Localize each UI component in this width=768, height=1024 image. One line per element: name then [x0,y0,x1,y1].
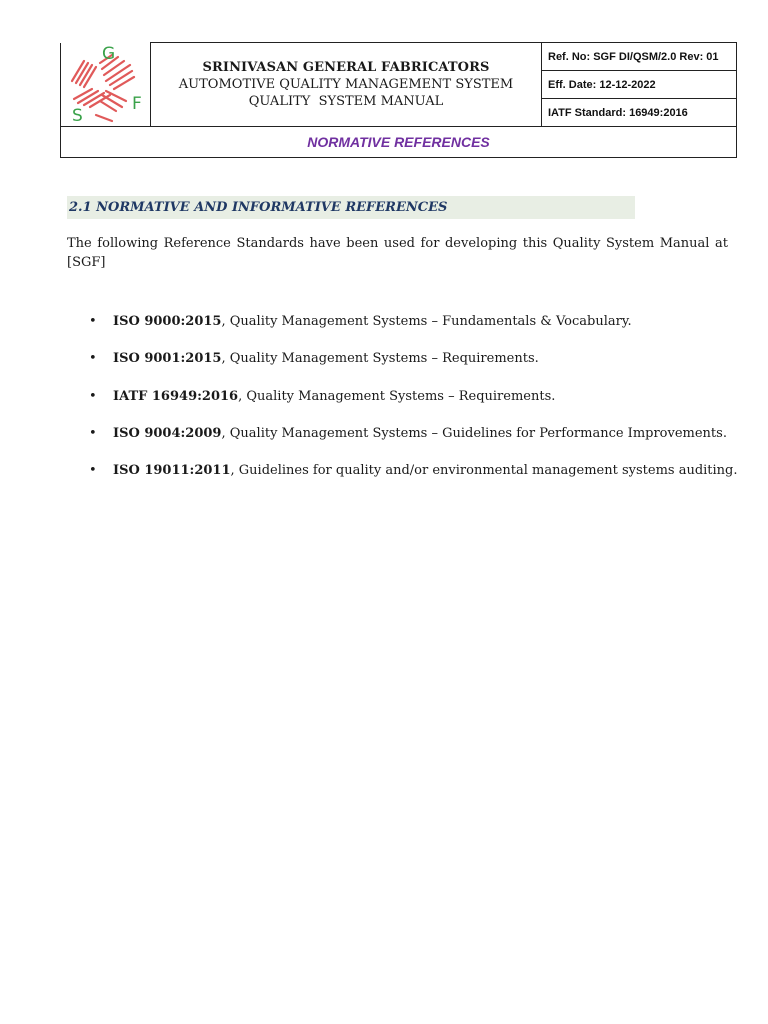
company-name: SRINIVASAN GENERAL FABRICATORS [202,60,490,76]
section-heading: 2.1 NORMATIVE AND INFORMATIVE REFERENCES [67,196,635,219]
bullet-icon: • [89,351,97,367]
list-item [67,424,747,443]
logo-cell [61,43,151,127]
reference-description: , Quality Management Systems – Requirements. [238,388,556,404]
sgf-logo [66,43,146,125]
list-item [67,349,747,368]
reference-list [67,312,747,498]
iatf-standard: IATF Standard: 16949:2016 [542,99,737,127]
reference-code: ISO 9000:2015 [113,314,222,329]
reference-description: , Quality Management Systems – Fundamentals & Vocabulary. [221,314,632,329]
reference-code: IATF 16949:2016 [113,388,239,404]
list-item [67,312,747,331]
logo-letter-g: G [101,44,115,65]
logo-letter-s: S [71,106,83,126]
document-header [60,42,737,158]
manual-name: QUALITY SYSTEM MANUAL [248,94,444,110]
bullet-icon: • [89,463,97,479]
bullet-icon: • [89,425,97,441]
list-item [67,387,747,406]
reference-description: , Quality Management Systems – Requirements. [221,351,539,367]
logo-letter-f: F [131,94,142,115]
reference-code: ISO 9004:2009 [113,425,222,441]
reference-code: ISO 9001:2015 [113,351,222,367]
reference-code: ISO 19011:2011 [113,463,231,479]
intro-paragraph: The following Reference Standards have been used for developing this Quality System Manual at [SGF] [67,236,728,270]
ref-no: Ref. No: SGF DI/QSM/2.0 Rev: 01 [542,43,737,71]
section-title: NORMATIVE REFERENCES [61,127,737,158]
effective-date: Eff. Date: 12-12-2022 [542,71,737,99]
title-block [151,43,542,127]
bullet-icon: • [89,314,97,329]
bullet-icon: • [89,388,97,404]
reference-description: , Quality Management Systems – Guidelines for Performance Improvements. [221,425,727,441]
system-name: AUTOMOTIVE QUALITY MANAGEMENT SYSTEM [178,77,514,93]
reference-description: , Guidelines for quality and/or environmental management systems auditing. [230,463,738,479]
list-item [67,461,747,480]
